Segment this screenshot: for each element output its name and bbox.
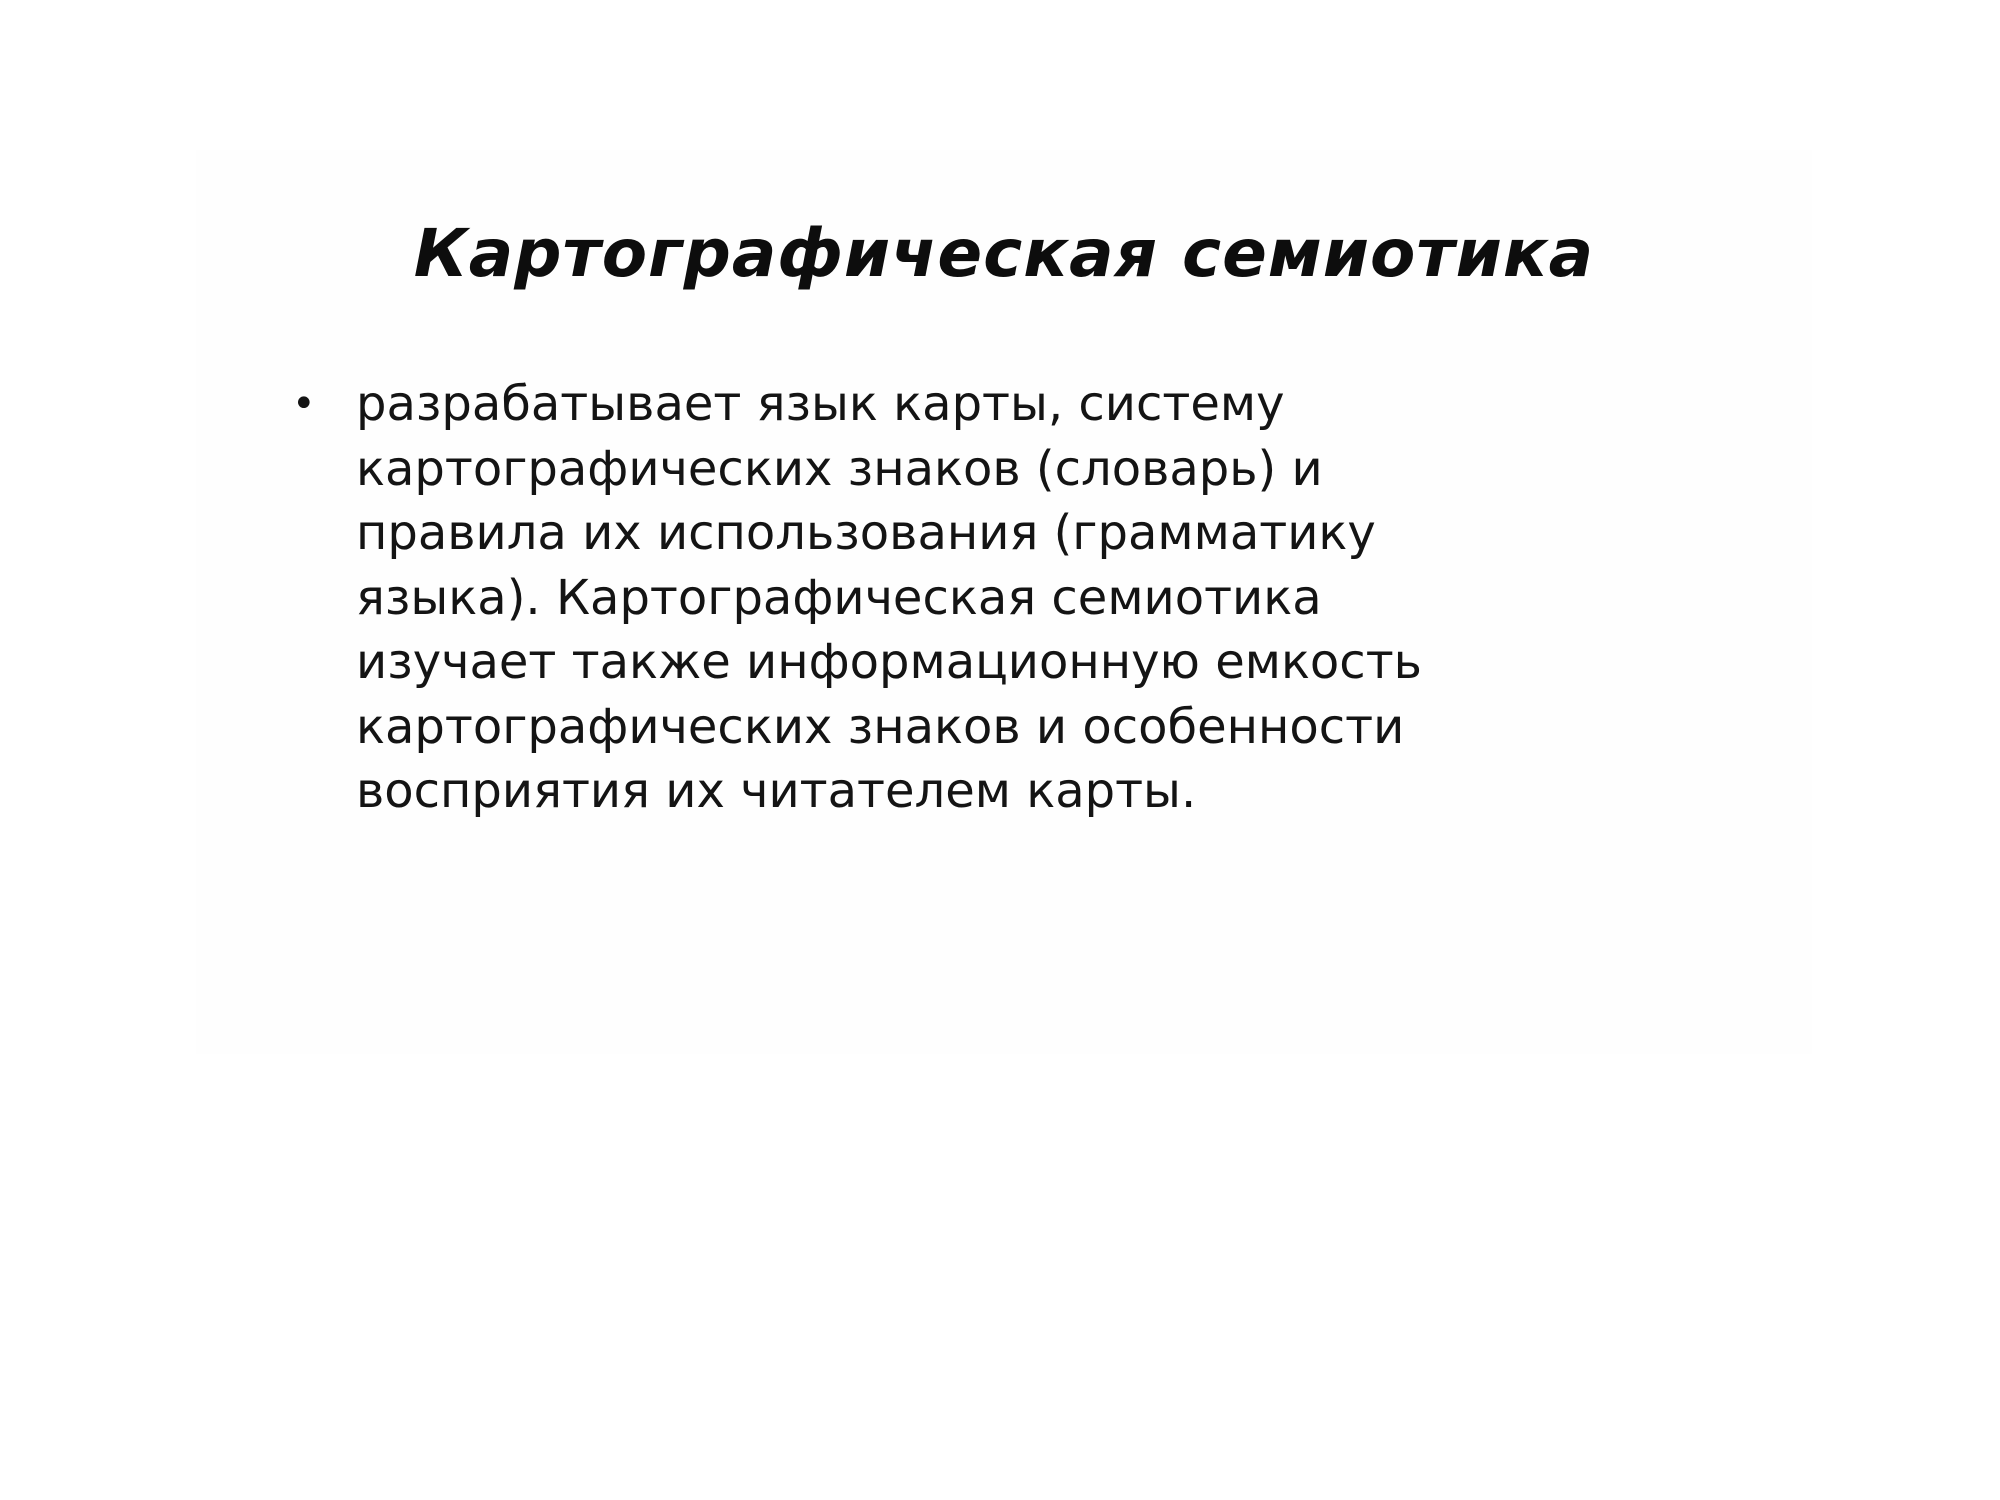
slide-title: Картографическая семиотика <box>413 215 1595 292</box>
bullet-text-line: изучает также информационную емкость <box>356 634 1422 690</box>
bullet-text-line: языка). Картографическая семиотика <box>356 569 1322 626</box>
bullet-text-line: картографических знаков и особенности <box>356 698 1405 755</box>
slide <box>196 150 1812 1054</box>
bullet-marker: • <box>292 381 316 427</box>
bullet-text-line: разрабатывает язык карты, систему <box>356 376 1285 432</box>
bullet-item <box>292 372 1672 824</box>
bullet-text-line: восприятия их читателем карты. <box>356 763 1197 819</box>
bullet-text-line: картографических знаков (словарь) и <box>356 440 1323 497</box>
bullet-list <box>292 372 1672 824</box>
bullet-text-line: правила их использования (грамматику <box>356 505 1376 561</box>
